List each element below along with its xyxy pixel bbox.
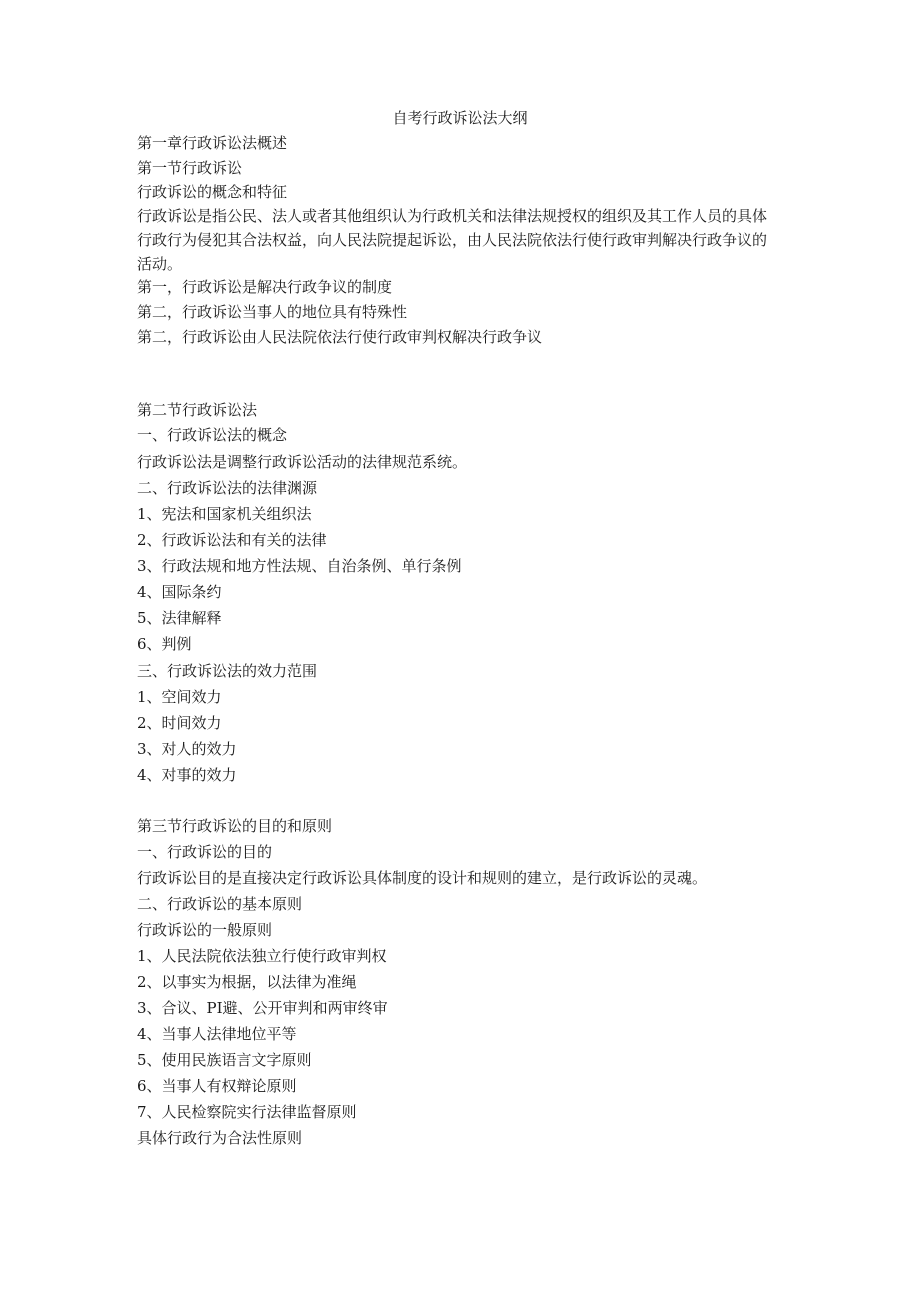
subsection-heading: 一、行政诉讼的目的 (137, 843, 273, 861)
section-heading: 第二节行政诉讼法 (137, 401, 258, 419)
purpose-text: 行政诉讼目的是直接决定行政诉讼具体制度的设计和规则的建立，是行政诉讼的灵魂。 (137, 869, 708, 887)
list-item: 5、法律解释 (137, 609, 222, 627)
list-item: 2、时间效力 (137, 714, 222, 732)
subsection-heading: 三、行政诉讼法的效力范围 (137, 662, 318, 680)
subsection-heading: 二、行政诉讼的基本原则 (137, 895, 303, 913)
list-item: 2、以事实为根据，以法律为准绳 (137, 973, 357, 991)
list-item: 4、国际条约 (137, 583, 222, 601)
subsection-heading: 二、行政诉讼法的法律渊源 (137, 479, 318, 497)
topic-heading: 行政诉讼的概念和特征 (137, 183, 288, 201)
section-heading: 第三节行政诉讼的目的和原则 (137, 817, 333, 835)
list-item: 7、人民检察院实行法律监督原则 (137, 1103, 357, 1121)
concept-text: 行政诉讼法是调整行政诉讼活动的法律规范系统。 (137, 453, 468, 471)
list-item: 1、空间效力 (137, 688, 222, 706)
list-item: 3、对人的效力 (137, 740, 237, 758)
list-item: 1、宪法和国家机关组织法 (137, 505, 312, 523)
topic-heading: 具体行政行为合法性原则 (137, 1129, 303, 1147)
list-item: 6、判例 (137, 635, 192, 653)
document-title: 自考行政诉讼法大纲 (392, 109, 528, 127)
definition-paragraph: 行政诉讼是指公民、法人或者其他组织认为行政机关和法律法规授权的组织及其工作人员的具体行政行为侵犯其合法权益，向人民法院提起诉讼，由人民法院依法行使行政审判解决行政争议的活动。 (137, 207, 768, 273)
list-item: 2、行政诉讼法和有关的法律 (137, 531, 327, 549)
list-item: 5、使用民族语言文字原则 (137, 1051, 312, 1069)
list-item: 3、行政法规和地方性法规、自治条例、单行条例 (137, 557, 462, 575)
list-item: 4、当事人法律地位平等 (137, 1025, 297, 1043)
section-heading: 第一节行政诉讼 (137, 159, 243, 177)
feature-item: 第一，行政诉讼是解决行政争议的制度 (137, 278, 393, 296)
subsection-heading: 一、行政诉讼法的概念 (137, 426, 288, 444)
topic-heading: 行政诉讼的一般原则 (137, 921, 273, 939)
list-item: 4、对事的效力 (137, 766, 237, 784)
list-item: 3、合议、PI避、公开审判和两审终审 (137, 999, 388, 1017)
feature-item: 第二，行政诉讼由人民法院依法行使行政审判权解决行政争议 (137, 328, 543, 346)
list-item: 6、当事人有权辩论原则 (137, 1077, 297, 1095)
chapter-heading: 第一章行政诉讼法概述 (137, 134, 288, 152)
feature-item: 第二，行政诉讼当事人的地位具有特殊性 (137, 303, 408, 321)
list-item: 1、人民法院依法独立行使行政审判权 (137, 947, 387, 965)
